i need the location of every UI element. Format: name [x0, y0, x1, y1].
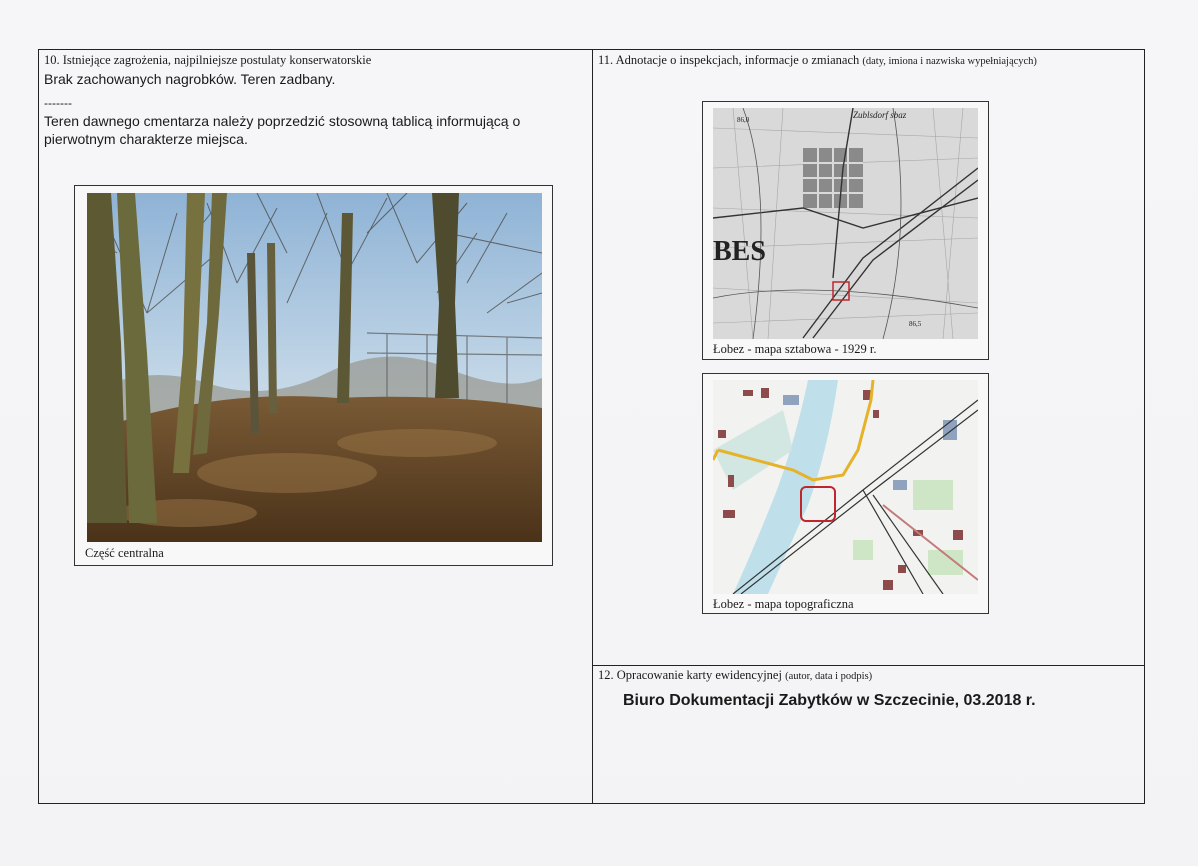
section-11-heading	[598, 53, 1037, 69]
section-10-line-3: pierwotnym charakterze miejsca.	[44, 131, 248, 147]
topographic-map-caption: Łobez - mapa topograficzna	[713, 597, 854, 611]
photo-frame	[74, 185, 553, 566]
historic-map-caption: Łobez - mapa sztabowa - 1929 r.	[713, 342, 877, 356]
historic-staff-map	[713, 108, 978, 339]
section-11-note: (daty, imiona i nazwiska wypełniających)	[862, 56, 1037, 67]
section-10-line-2: Teren dawnego cmentarza należy poprzedzić stosowną tablicą informującą o	[44, 113, 521, 129]
section-12-note: (autor, data i podpis)	[785, 671, 873, 682]
section-10-separator: -------	[44, 96, 72, 110]
historic-map-frame	[702, 101, 989, 360]
map-label-top: Zublsdorf sbaz	[853, 110, 907, 120]
section-12-title: 12. Opracowanie karty ewidencyjnej	[598, 668, 782, 682]
section-10-line-1: Brak zachowanych nagrobków. Teren zadbany.	[44, 71, 336, 87]
map-label-bes: BES	[713, 236, 766, 267]
map-elevation-1: 86,0	[737, 116, 750, 124]
topographic-map	[713, 380, 978, 594]
topographic-map-frame	[702, 373, 989, 614]
section-12-heading	[598, 668, 872, 684]
photo-caption: Część centralna	[85, 546, 164, 560]
section-11-title: 11. Adnotacje o inspekcjach, informacje o zmianach	[598, 53, 860, 67]
author-credit: Biuro Dokumentacji Zabytków w Szczecinie, 03.2018 r.	[623, 692, 1036, 709]
row-divider	[592, 665, 1145, 666]
section-10-heading: 10. Istniejące zagrożenia, najpilniejsze postulaty konserwatorskie	[44, 53, 372, 67]
cemetery-photo	[87, 193, 542, 542]
map-elevation-2: 86,5	[909, 320, 922, 328]
column-divider	[592, 49, 593, 804]
